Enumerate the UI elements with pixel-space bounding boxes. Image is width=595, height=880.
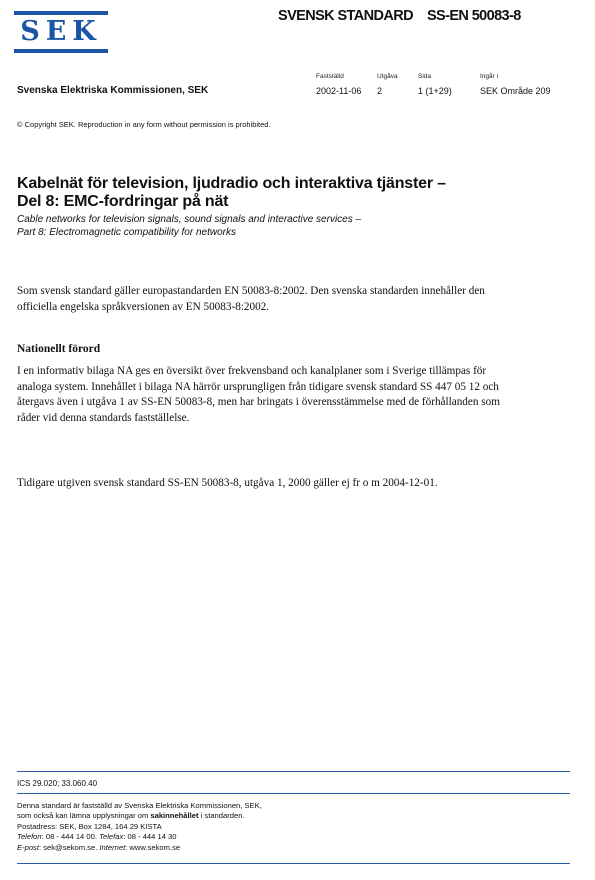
phone-number: : 08 - 444 14 00. — [41, 832, 100, 842]
paragraph-standard-status — [17, 284, 577, 315]
logo-top-bar — [14, 11, 108, 15]
footer-contact — [17, 843, 262, 853]
copyright-notice: © Copyright SEK. Reproduction in any form without permission is prohibited. — [17, 120, 271, 129]
footer-info — [17, 801, 262, 853]
document-title — [17, 175, 446, 211]
footer-address: Postadress: SEK, Box 1284, 164 29 KISTA — [17, 821, 162, 831]
logo-bottom-bar — [14, 49, 108, 53]
paragraph-line: råder vid denna standards fastställelse. — [17, 411, 190, 424]
paragraph-line: I en informativ bilaga NA ges en översikt över frekvensband och kanalplaner som i Sverige tillämpas för — [17, 365, 487, 377]
standard-label: SVENSK STANDARD — [278, 8, 413, 24]
web-label: Internet — [99, 842, 126, 852]
logo-text: SEK — [20, 16, 102, 47]
fax-number: : 08 - 444 14 30 — [123, 832, 177, 842]
email-label: E-post — [17, 842, 39, 852]
footer-line: Denna standard är fastställd av Svenska Elektriska Kommissionen, SEK, — [17, 801, 262, 810]
fax-label: Telefax — [99, 832, 124, 842]
divider-top — [17, 771, 570, 772]
meta-label-page: Sida — [418, 73, 432, 80]
paragraph-previous-edition: Tidigare utgiven svensk standard SS-EN 50083-8, utgåva 1, 2000 gäller ej fr o m 2004-12-01. — [17, 477, 438, 489]
title-en-line-1: Cable networks for television signals, sound signals and interactive services – — [17, 214, 362, 225]
meta-value-area: SEK Område 209 — [480, 86, 551, 96]
divider-bottom — [17, 863, 570, 864]
standard-heading — [278, 8, 521, 24]
meta-label-established: Fastställd — [316, 73, 344, 80]
footer-text: som också kan lämna upplysningar om — [17, 811, 151, 821]
meta-label-edition: Utgåva — [377, 73, 398, 80]
email-link[interactable]: : sek@sekom.se. — [38, 842, 100, 852]
paragraph-foreword — [17, 364, 577, 426]
document-title-english — [17, 213, 361, 239]
title-en-line-2: Part 8: Electromagnetic compatibility for networks — [17, 227, 236, 238]
organization-name: Svenska Elektriska Kommissionen, SEK — [17, 85, 209, 96]
meta-value-page: 1 (1+29) — [418, 86, 452, 96]
footer-line — [17, 811, 262, 821]
paragraph-line: Som svensk standard gäller europastandarden EN 50083-8:2002. Den svenska standarden innehåller den — [17, 285, 485, 297]
standard-number: SS-EN 50083-8 — [426, 8, 521, 24]
paragraph-line: analoga system. Innehållet i bilaga NA härrör ursprungligen från tidigare svensk standard SS 447 05 12 och — [17, 380, 499, 393]
ics-codes: ICS 29.020; 33.060.40 — [17, 779, 98, 788]
meta-value-established: 2002-11-06 — [316, 86, 362, 96]
paragraph-line: återgavs även i utgåva 1 av SS-EN 50083-8, men har bringats i överensstämmelse med de förhållanden som — [17, 396, 500, 408]
divider-middle — [17, 793, 570, 794]
web-link[interactable]: : www.sekom.se — [125, 842, 181, 852]
paragraph-line: officiella engelska språkversionen av EN 50083-8:2002. — [17, 300, 270, 313]
title-line-2: Del 8: EMC-fordringar på nät — [17, 193, 229, 210]
sek-logo — [14, 11, 108, 53]
title-line-1: Kabelnät för television, ljudradio och interaktiva tjänster – — [17, 175, 446, 192]
footer-bold-text: sakinnehållet — [150, 811, 199, 821]
footer-text: i standarden. — [198, 811, 245, 821]
footer-phone-fax — [17, 832, 262, 842]
meta-value-edition: 2 — [377, 86, 383, 96]
meta-label-area: Ingår i — [480, 73, 499, 80]
phone-label: Telefon — [17, 832, 42, 842]
foreword-heading: Nationellt förord — [17, 343, 101, 355]
